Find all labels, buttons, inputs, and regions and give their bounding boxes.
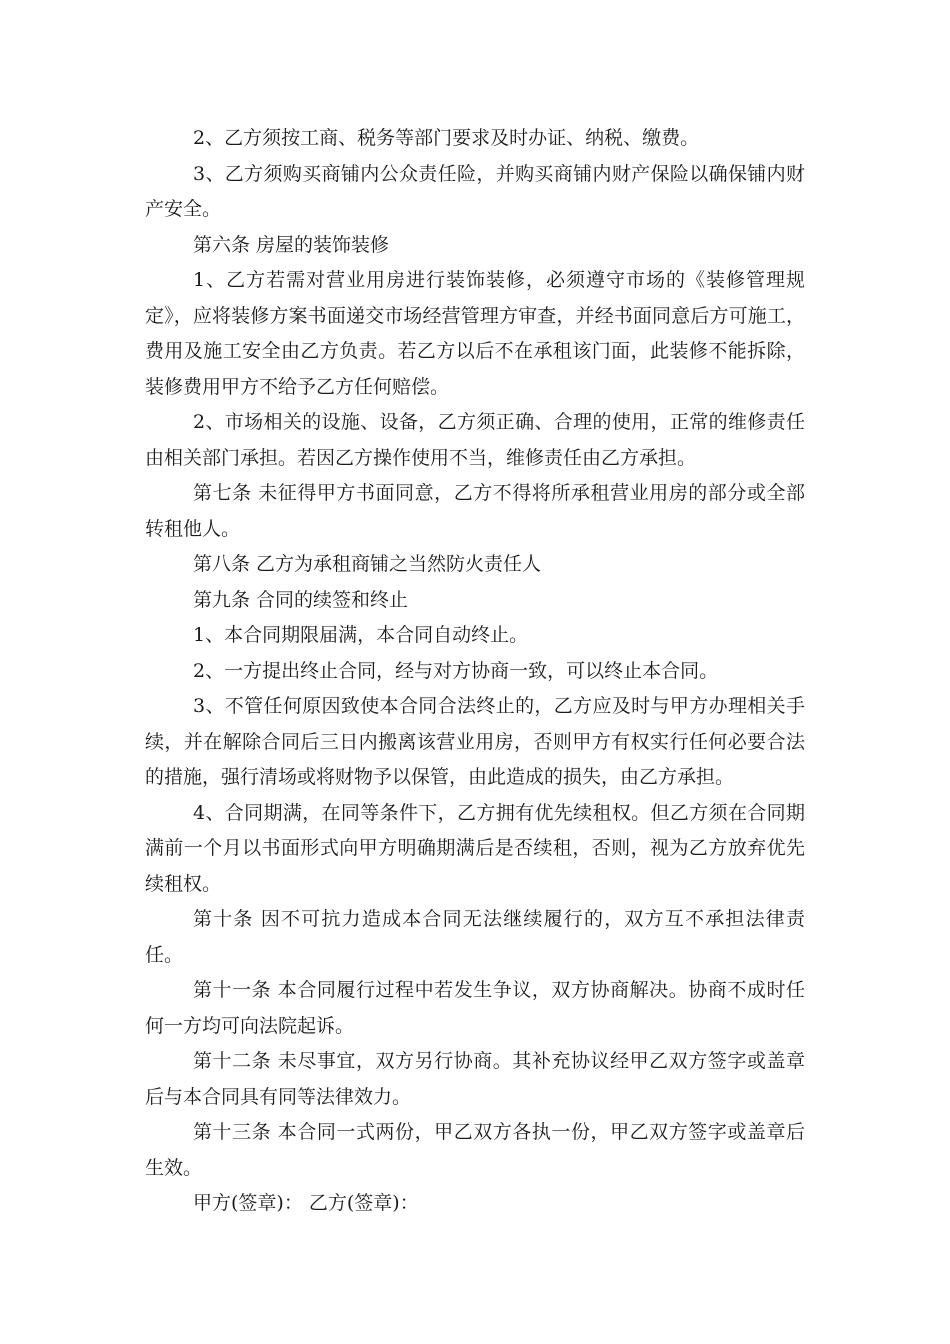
paragraph: 第十一条 本合同履行过程中若发生争议，双方协商解决。协商不成时任何一方均可向法院起诉。: [145, 979, 805, 1037]
paragraph: 3、乙方须购买商铺内公众责任险，并购买商铺内财产保险以确保铺内财产安全。: [145, 162, 805, 220]
section-heading: 第八条 乙方为承租商铺之当然防火责任人: [193, 553, 542, 575]
paragraph: 2、市场相关的设施、设备，乙方须正确、合理的使用，正常的维修责任由相关部门承担。若因乙方操作使用不当，维修责任由乙方承担。: [145, 411, 805, 469]
paragraph: 3、不管任何原因致使本合同合法终止的，乙方应及时与甲方办理相关手续，并在解除合同后三日内搬离该营业用房，否则甲方有权实行任何必要合法的措施，强行清场或将财物予以保管，由此造成的损失，由乙方承担。: [145, 695, 805, 788]
paragraph: 1、乙方若需对营业用房进行装饰装修，必须遵守市场的《装修管理规定》，应将装修方案书面递交市场经营管理方审查，并经书面同意后方可施工，费用及施工安全由乙方负责。若乙方以后不在承租该门面，此装修不能拆除，装修费用甲方不给予乙方任何赔偿。: [145, 269, 805, 398]
paragraph: 第七条 未征得甲方书面同意，乙方不得将所承租营业用房的部分或全部转租他人。: [145, 482, 805, 540]
paragraph: 4、合同期满，在同等条件下，乙方拥有优先续租权。但乙方须在合同期满前一个月以书面形式向甲方明确期满后是否续租，否则，视为乙方放弃优先续租权。: [145, 801, 805, 895]
paragraph: 第十三条 本合同一式两份，甲乙双方各执一份，甲乙双方签字或盖章后生效。: [145, 1121, 805, 1179]
section-heading: 第九条 合同的续签和终止: [193, 588, 409, 611]
paragraph: 第十二条 未尽事宜，双方另行协商。其补充协议经甲乙双方签字或盖章后与本合同具有同等法律效力。: [145, 1050, 805, 1108]
signature-line: 甲方(签章)： 乙方(签章)：: [193, 1192, 419, 1214]
contract-body: [145, 121, 805, 1222]
paragraph: 第十条 因不可抗力造成本合同无法继续履行的，双方互不承担法律责任。: [145, 908, 805, 966]
paragraph: 2、乙方须按工商、税务等部门要求及时办证、纳税、缴费。: [193, 127, 700, 149]
paragraph: 1、本合同期限届满，本合同自动终止。: [193, 624, 529, 646]
section-heading: 第六条 房屋的装饰装修: [193, 233, 390, 256]
paragraph: 2、一方提出终止合同，经与对方协商一致，可以终止本合同。: [193, 659, 719, 682]
